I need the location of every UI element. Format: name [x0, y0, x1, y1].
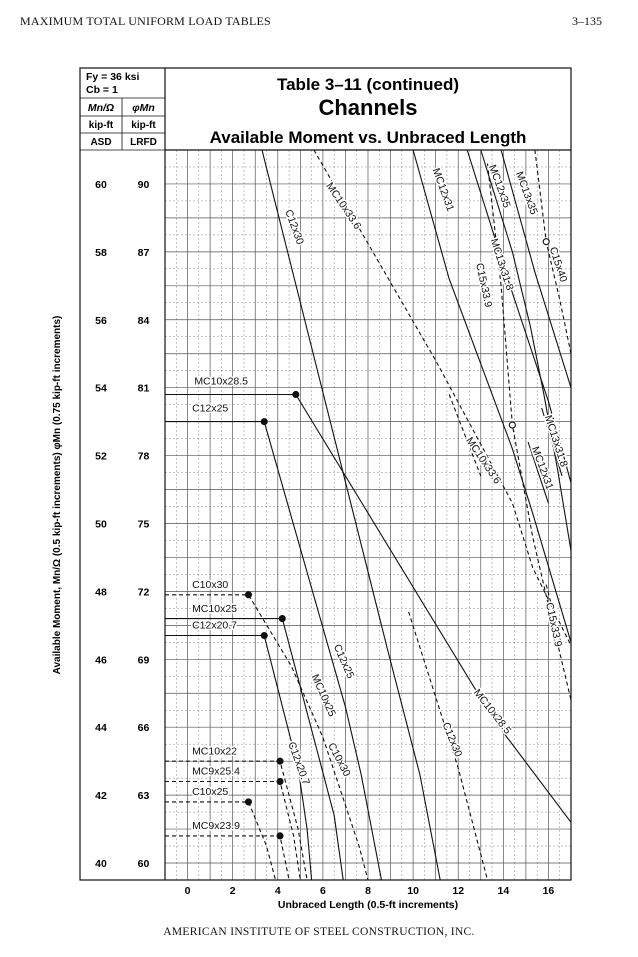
series-label: MC12x31	[528, 444, 556, 492]
x-tick-label: 0	[184, 885, 191, 897]
y-tick-lrfd: 72	[137, 586, 150, 599]
y-tick-lrfd: 75	[137, 518, 150, 531]
series-label: MC13x35	[513, 169, 540, 217]
y-tick-lrfd: 69	[137, 654, 150, 667]
lrfd-head: φMn	[132, 102, 155, 114]
lrfd-unit: kip-ft	[131, 120, 156, 131]
y-tick-asd: 50	[95, 518, 107, 531]
y-tick-asd: 40	[95, 858, 107, 871]
side-label: MC9x25.4	[192, 765, 240, 778]
series-label: C12x25	[330, 642, 357, 681]
side-label: C10x30	[192, 579, 229, 591]
side-label: C12x20.7	[192, 619, 238, 632]
x-tick-label: 6	[319, 885, 326, 897]
y-tick-lrfd: 84	[137, 314, 150, 327]
y-tick-lrfd: 90	[137, 178, 150, 191]
y-tick-asd: 54	[95, 382, 107, 395]
x-tick-label: 2	[229, 885, 236, 897]
asd-method: ASD	[90, 137, 112, 148]
side-label: MC10x22	[192, 745, 238, 758]
series-label: C15x33.9	[473, 261, 495, 309]
series-label: MC13x31.8	[541, 413, 570, 469]
x-tick-label: 4	[274, 885, 281, 897]
chart-subtitle: Channels	[318, 95, 418, 120]
y-tick-lrfd: 63	[137, 790, 150, 803]
asd-unit: kip-ft	[88, 120, 114, 131]
x-tick-label: 10	[407, 885, 419, 897]
lp-marker	[245, 799, 251, 805]
lp-marker	[279, 616, 285, 622]
y-tick-lrfd: 60	[137, 858, 150, 871]
side-label: MC9x23.9	[192, 820, 240, 833]
lp-marker	[245, 592, 251, 598]
y-tick-asd: 42	[95, 790, 107, 803]
lp-marker	[293, 391, 299, 397]
x-tick-label: 14	[497, 885, 510, 897]
x-axis-label: Unbraced Length (0.5-ft increments)	[277, 899, 459, 911]
series-label: C12x30	[439, 720, 465, 759]
asd-head: Mn/Ω	[87, 102, 115, 114]
lp-marker	[277, 779, 283, 785]
y-tick-lrfd: 81	[137, 382, 150, 395]
series-label: C12x20.7	[285, 740, 312, 787]
x-tick-label: 12	[452, 885, 465, 897]
y-tick-lrfd: 66	[137, 722, 150, 735]
series-label: MC10x28.5	[470, 686, 514, 737]
series-label: MC12x35	[486, 163, 513, 210]
y-axis-label: Available Moment, Mn/Ω (0.5 kip-ft increments) φMn (0.75 kip-ft increments)	[52, 315, 63, 675]
page-footer: AMERICAN INSTITUTE OF STEEL CONSTRUCTION, INC.	[163, 926, 475, 938]
y-tick-asd: 58	[95, 246, 107, 259]
lr-marker	[509, 422, 515, 428]
chart-subtitle-2: Available Moment vs. Unbraced Length	[209, 128, 527, 147]
side-label: MC10x28.5	[194, 375, 249, 388]
y-tick-lrfd: 78	[137, 450, 150, 463]
corner-fy: Fy = 36 ksi	[86, 71, 140, 83]
series-label: C10x30	[325, 740, 353, 779]
series-label: MC10x33.6	[463, 435, 504, 487]
x-tick-label: 16	[542, 885, 555, 897]
y-tick-asd: 48	[95, 586, 107, 599]
page-header-title: MAXIMUM TOTAL UNIFORM LOAD TABLES	[20, 14, 271, 28]
lp-marker	[277, 833, 283, 839]
y-tick-lrfd: 87	[137, 246, 150, 259]
lr-marker	[543, 239, 549, 245]
lp-marker	[261, 419, 267, 425]
side-label: C12x25	[192, 402, 229, 415]
lp-marker	[277, 758, 283, 764]
series-label: MC10x33.6	[323, 180, 364, 232]
y-tick-asd: 52	[95, 450, 107, 463]
series-label: MC10x25	[308, 672, 338, 719]
side-label: MC10x25	[192, 602, 238, 615]
page-number: 3–135	[572, 14, 602, 28]
side-label: C10x25	[192, 786, 229, 799]
y-tick-asd: 44	[95, 722, 107, 735]
corner-cb: Cb = 1	[86, 84, 118, 96]
y-tick-asd: 46	[95, 654, 107, 667]
series-label: C15x40	[546, 245, 570, 284]
lp-marker	[261, 633, 267, 639]
series-label: C15x33.9	[543, 601, 565, 648]
y-tick-asd: 60	[95, 178, 107, 191]
x-tick-label: 8	[365, 885, 371, 897]
series-label: MC12x31	[429, 166, 457, 213]
series-label: C12x30	[282, 208, 306, 247]
chart-title: Table 3–11 (continued)	[276, 75, 460, 94]
y-tick-asd: 56	[95, 314, 107, 327]
lrfd-method: LRFD	[130, 137, 157, 148]
series-label: MC13x31.8	[487, 237, 516, 292]
